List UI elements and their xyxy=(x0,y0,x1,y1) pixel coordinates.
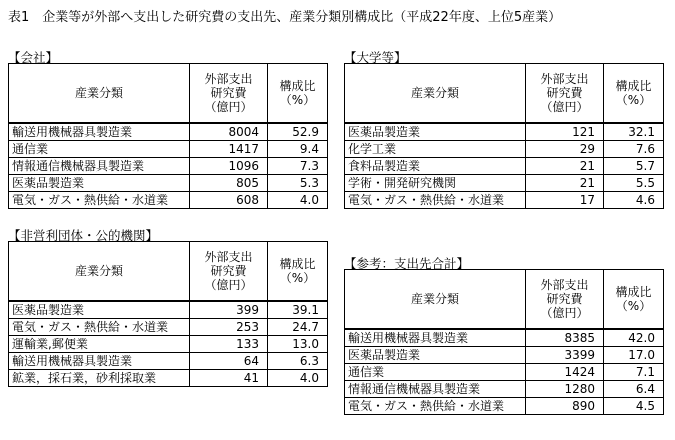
table-row xyxy=(9,370,328,387)
expenditure-cell: 399 xyxy=(190,301,268,319)
industry-cell: 通信業 xyxy=(345,364,526,381)
header-expenditure: 外部支出 研究費 （億円） xyxy=(526,270,604,330)
industry-cell: 通信業 xyxy=(9,141,190,158)
header-expenditure: 外部支出 研究費 （億円） xyxy=(526,64,604,124)
industry-cell: 電気・ガス・熱供給・水道業 xyxy=(9,319,190,336)
table-row xyxy=(345,329,664,347)
expenditure-cell: 253 xyxy=(190,319,268,336)
industry-cell: 医薬品製造業 xyxy=(9,301,190,319)
header-ratio: 構成比 （%） xyxy=(268,64,328,124)
expenditure-cell: 133 xyxy=(190,336,268,353)
header-ratio: 構成比 （%） xyxy=(604,64,664,124)
expenditure-cell: 1417 xyxy=(190,141,268,158)
header-ratio: 構成比 （%） xyxy=(268,242,328,302)
table-nonprofit xyxy=(8,241,328,387)
ratio-cell: 4.0 xyxy=(268,192,328,209)
industry-cell: 運輸業,郵便業 xyxy=(9,336,190,353)
industry-cell: 輸送用機械器具製造業 xyxy=(345,329,526,347)
industry-cell: 医薬品製造業 xyxy=(345,347,526,364)
industry-cell: 学術・開発研究機関 xyxy=(345,175,526,192)
ratio-cell: 7.3 xyxy=(268,158,328,175)
table-row xyxy=(9,336,328,353)
industry-cell: 輸送用機械器具製造業 xyxy=(9,123,190,141)
header-ratio: 構成比 （%） xyxy=(604,270,664,330)
table-row xyxy=(9,175,328,192)
table-row xyxy=(9,319,328,336)
ratio-cell: 5.3 xyxy=(268,175,328,192)
expenditure-cell: 1280 xyxy=(526,381,604,398)
expenditure-cell: 3399 xyxy=(526,347,604,364)
ratio-cell: 39.1 xyxy=(268,301,328,319)
expenditure-cell: 17 xyxy=(526,192,604,209)
table-total xyxy=(344,269,664,415)
ratio-cell: 7.1 xyxy=(604,364,664,381)
expenditure-cell: 890 xyxy=(526,398,604,415)
table-row xyxy=(345,381,664,398)
section-label-nonprofit: 【非営利団体・公的機関】 xyxy=(8,228,159,243)
industry-cell: 鉱業，採石業，砂利採取業 xyxy=(9,370,190,387)
ratio-cell: 42.0 xyxy=(604,329,664,347)
table-row xyxy=(9,141,328,158)
table-row xyxy=(9,301,328,319)
expenditure-cell: 805 xyxy=(190,175,268,192)
table-row xyxy=(345,141,664,158)
header-industry: 産業分類 xyxy=(9,64,190,124)
ratio-cell: 4.5 xyxy=(604,398,664,415)
industry-cell: 情報通信機械器具製造業 xyxy=(9,158,190,175)
ratio-cell: 4.0 xyxy=(268,370,328,387)
table-row xyxy=(345,175,664,192)
expenditure-cell: 21 xyxy=(526,158,604,175)
ratio-cell: 4.6 xyxy=(604,192,664,209)
expenditure-cell: 41 xyxy=(190,370,268,387)
table-row xyxy=(9,192,328,209)
ratio-cell: 5.7 xyxy=(604,158,664,175)
header-industry: 産業分類 xyxy=(345,64,526,124)
ratio-cell: 5.5 xyxy=(604,175,664,192)
header-expenditure: 外部支出 研究費 （億円） xyxy=(190,242,268,302)
industry-cell: 医薬品製造業 xyxy=(9,175,190,192)
ratio-cell: 6.3 xyxy=(268,353,328,370)
section-label-total: 【参考：支出先合計】 xyxy=(344,256,470,271)
expenditure-cell: 21 xyxy=(526,175,604,192)
table-row xyxy=(9,353,328,370)
expenditure-cell: 121 xyxy=(526,123,604,141)
table-row xyxy=(9,158,328,175)
industry-cell: 輸送用機械器具製造業 xyxy=(9,353,190,370)
table-row xyxy=(345,398,664,415)
expenditure-cell: 1096 xyxy=(190,158,268,175)
section-label-company: 【会社】 xyxy=(8,50,59,65)
ratio-cell: 7.6 xyxy=(604,141,664,158)
table-row xyxy=(345,347,664,364)
industry-cell: 電気・ガス・熱供給・水道業 xyxy=(345,192,526,209)
expenditure-cell: 64 xyxy=(190,353,268,370)
table-row xyxy=(345,158,664,175)
expenditure-cell: 29 xyxy=(526,141,604,158)
industry-cell: 情報通信機械器具製造業 xyxy=(345,381,526,398)
header-expenditure: 外部支出 研究費 （億円） xyxy=(190,64,268,124)
industry-cell: 化学工業 xyxy=(345,141,526,158)
ratio-cell: 32.1 xyxy=(604,123,664,141)
header-industry: 産業分類 xyxy=(345,270,526,330)
table-row xyxy=(345,364,664,381)
ratio-cell: 17.0 xyxy=(604,347,664,364)
expenditure-cell: 1424 xyxy=(526,364,604,381)
section-label-university: 【大学等】 xyxy=(344,50,407,65)
table-row xyxy=(345,192,664,209)
page-title: 表1 企業等が外部へ支出した研究費の支出先、産業分類別構成比（平成22年度、上位5産業） xyxy=(8,10,562,25)
ratio-cell: 24.7 xyxy=(268,319,328,336)
ratio-cell: 6.4 xyxy=(604,381,664,398)
table-company xyxy=(8,63,328,209)
expenditure-cell: 608 xyxy=(190,192,268,209)
header-industry: 産業分類 xyxy=(9,242,190,302)
ratio-cell: 13.0 xyxy=(268,336,328,353)
table-university xyxy=(344,63,664,209)
ratio-cell: 9.4 xyxy=(268,141,328,158)
industry-cell: 電気・ガス・熱供給・水道業 xyxy=(345,398,526,415)
industry-cell: 医薬品製造業 xyxy=(345,123,526,141)
expenditure-cell: 8004 xyxy=(190,123,268,141)
industry-cell: 食料品製造業 xyxy=(345,158,526,175)
table-row xyxy=(345,123,664,141)
expenditure-cell: 8385 xyxy=(526,329,604,347)
ratio-cell: 52.9 xyxy=(268,123,328,141)
table-row xyxy=(9,123,328,141)
industry-cell: 電気・ガス・熱供給・水道業 xyxy=(9,192,190,209)
